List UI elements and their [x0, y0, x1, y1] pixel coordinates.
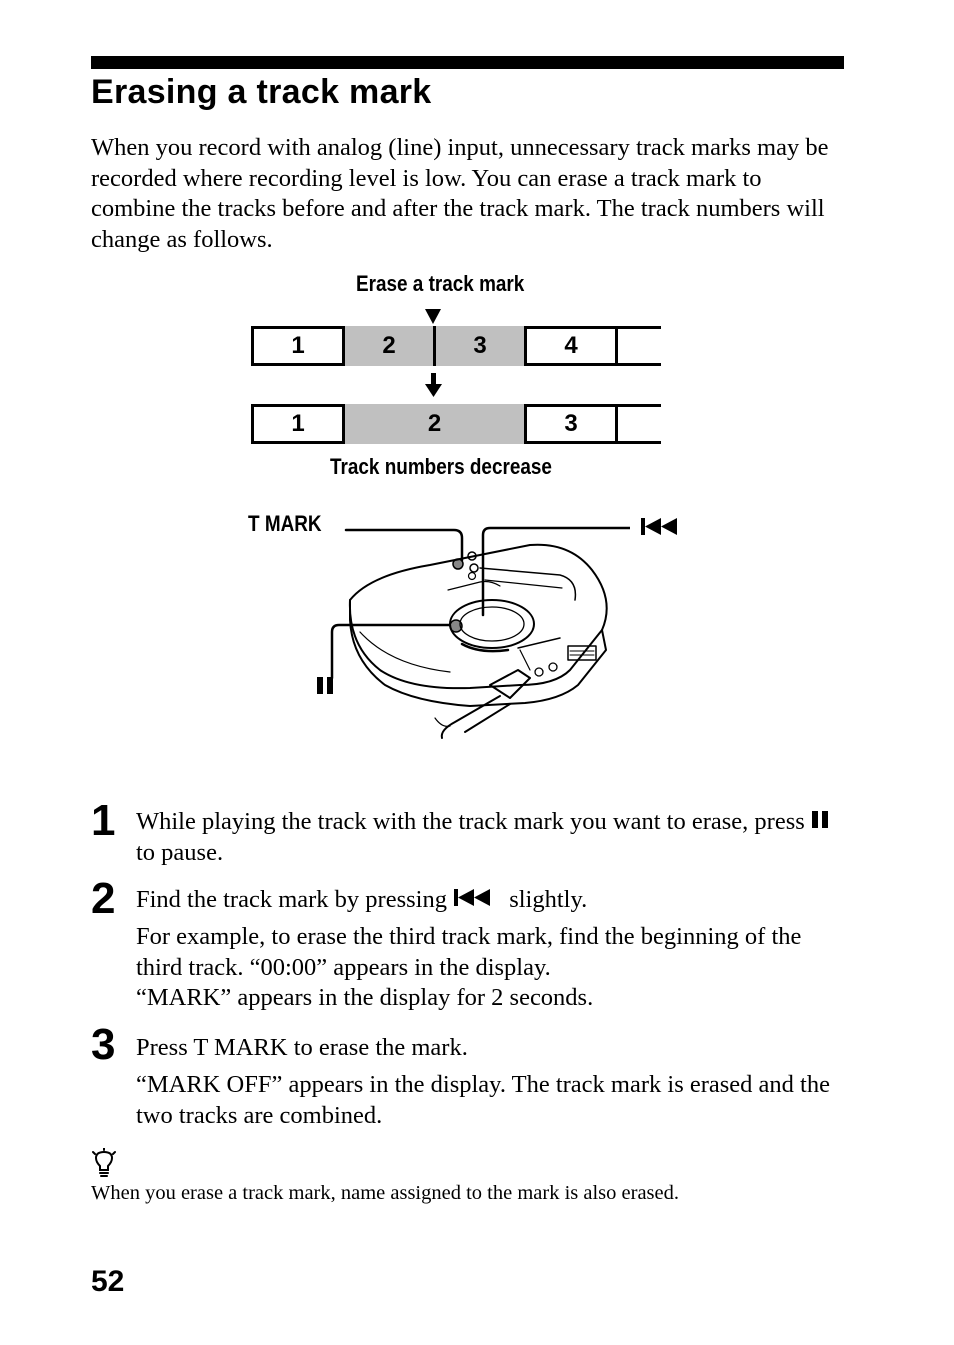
step-text-part: Find the track mark by pressing — [136, 886, 447, 913]
step-number: 2 — [91, 874, 116, 923]
erase-point-arrow-icon — [424, 307, 444, 327]
pause-icon — [811, 810, 831, 830]
track-cell-empty — [615, 404, 661, 444]
header-rule — [91, 56, 844, 69]
track-cell-empty — [615, 326, 661, 366]
track-cell: 3 — [524, 404, 615, 444]
lightbulb-icon — [91, 1148, 119, 1180]
step-text — [136, 885, 846, 916]
step-text — [136, 807, 846, 868]
diagram-top-label: Erase a track mark — [356, 271, 525, 296]
page-title: Erasing a track mark — [91, 73, 432, 111]
track-cell: 2 — [342, 404, 524, 444]
track-cell: 1 — [251, 404, 342, 444]
skip-back-icon — [640, 516, 688, 538]
step-detail: For example, to erase the third track mark, find the beginning of the third track. “00:00” appears in the display. — [136, 923, 802, 981]
track-cell: 3 — [433, 326, 524, 366]
page-number: 52 — [91, 1265, 125, 1298]
step-text-part: While playing the track with the track mark you want to erase, press — [136, 808, 805, 835]
step-text-part: slightly. — [509, 886, 588, 913]
minidisc-player-illustration — [330, 520, 630, 740]
step-detail: “MARK” appears in the display for 2 seconds. — [136, 984, 594, 1011]
track-cell: 1 — [251, 326, 342, 366]
track-cell: 4 — [524, 326, 615, 366]
step-number: 1 — [91, 796, 116, 845]
diagram-bottom-label: Track numbers decrease — [330, 454, 552, 479]
skip-back-icon — [453, 887, 503, 909]
tmark-label: T MARK — [248, 511, 322, 536]
step-text: Press T MARK to erase the mark. — [136, 1034, 468, 1061]
intro-paragraph: When you record with analog (line) input, unnecessary track marks may be recorded where recording level is low. You can erase a track mark to combine the tracks before and after the track mark. The track numbers will change as follows. — [91, 134, 829, 253]
step-number: 3 — [91, 1020, 116, 1069]
tip-text: When you erase a track mark, name assigned to the mark is also erased. — [91, 1182, 680, 1204]
down-arrow-icon — [424, 372, 444, 399]
track-cell: 2 — [342, 326, 433, 366]
step-detail: “MARK OFF” appears in the display. The track mark is erased and the two tracks are combined. — [136, 1071, 830, 1129]
step-text-part: to pause. — [136, 838, 224, 866]
